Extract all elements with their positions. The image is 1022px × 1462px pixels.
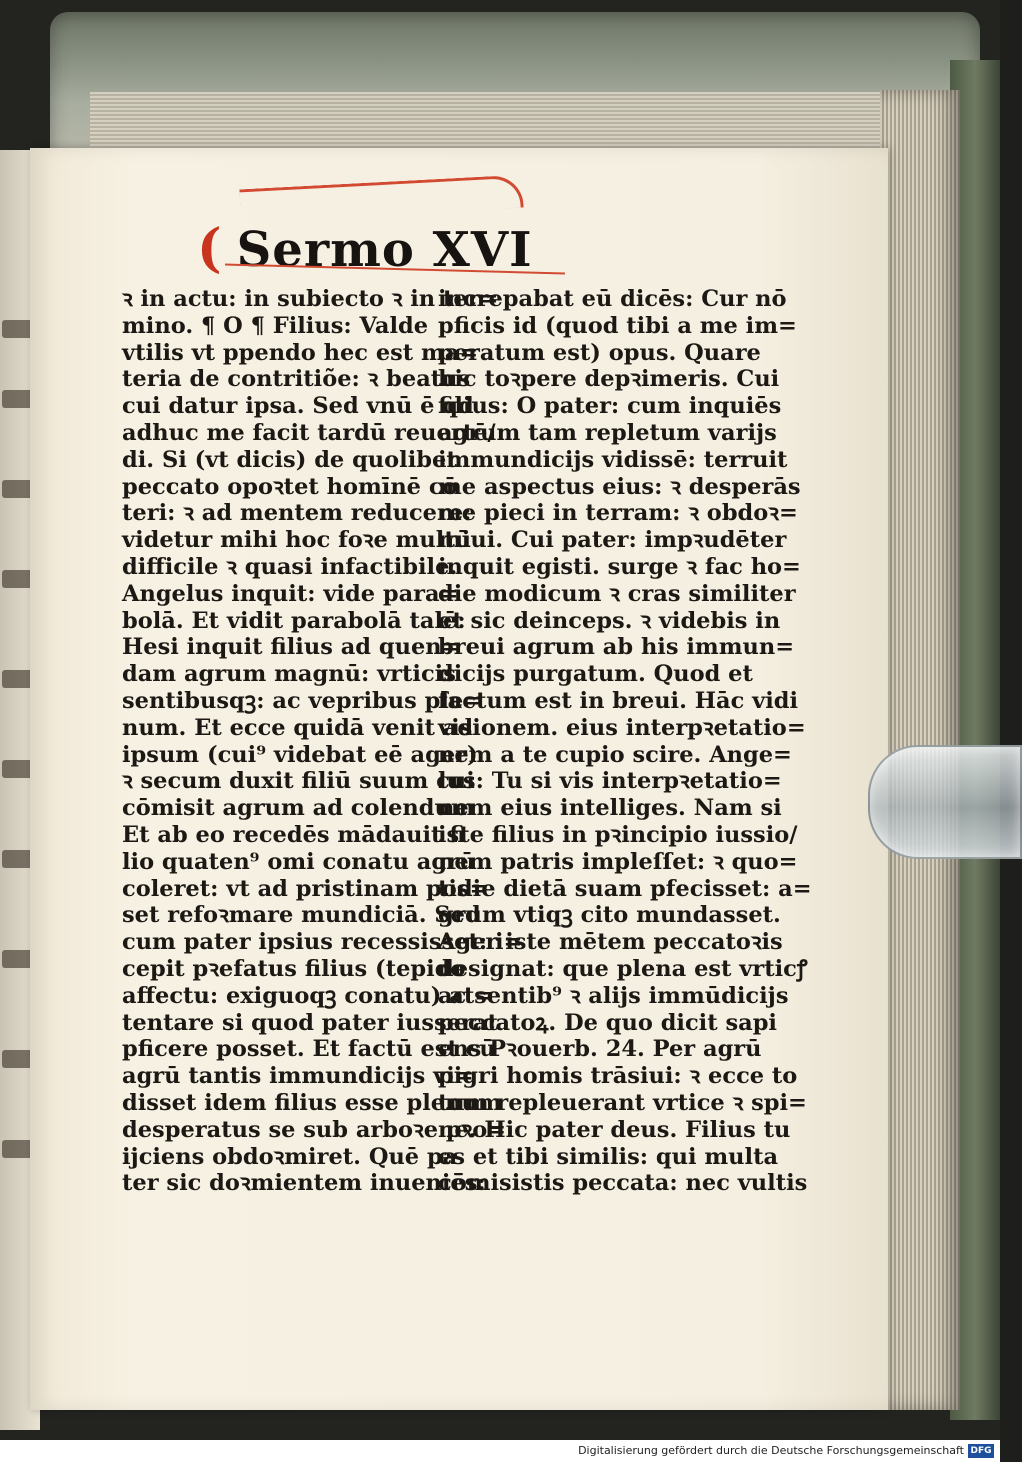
text-line: cōmisit agrum ad colendum xyxy=(122,795,475,822)
text-line: ens Pꝛouerb. 24. Per agrū xyxy=(438,1036,762,1063)
text-line: peratum est) opus. Quare xyxy=(438,339,761,366)
text-line: ter sic doꝛmientem inueniēs: xyxy=(122,1170,486,1197)
text-line: agrum tam repletum varijs xyxy=(438,419,777,446)
text-line: es et tibi similis: qui multa xyxy=(438,1143,779,1170)
text-line: ne. Hic pater deus. Filius tu xyxy=(438,1116,791,1143)
pilcrow-mark: ( xyxy=(197,218,223,279)
text-line: cōmisistis peccata: nec vultis xyxy=(438,1170,808,1197)
text-line: dicijs purgatum. Quod et xyxy=(438,661,753,688)
text-line: lus: Tu si vis interpꝛetatio= xyxy=(438,768,782,795)
text-line: tidie dietā suam pfecisset: a= xyxy=(438,875,812,902)
text-line: miui. Cui pater: impꝛudēter xyxy=(438,527,787,554)
text-line: nem patris impleſſet: ꝛ quo= xyxy=(438,848,798,875)
text-line: me pieci in terram: ꝛ obdoꝛ= xyxy=(438,500,798,527)
text-line: agrū tantis immundicijs vi= xyxy=(122,1063,474,1090)
book-top-edge xyxy=(50,12,980,162)
text-line: teria de contritiõe: ꝛ beatus xyxy=(122,366,471,393)
dfg-logo-icon: DFG xyxy=(968,1444,994,1458)
footer-credit: Digitalisierung gefördert durch die Deutsche Forschungsgemeinschaft xyxy=(578,1444,964,1457)
text-line: breui agrum ab his immun= xyxy=(438,634,795,661)
text-line: set refoꝛmare mundiciā. Sed xyxy=(122,902,481,929)
text-line: disset idem filius esse plenum xyxy=(122,1089,502,1116)
text-line: num. Et ecce quidā venit ad xyxy=(122,714,474,741)
text-line: tentare si quod pater iusserat xyxy=(122,1009,498,1036)
text-line: filius: O pater: cum inquiēs xyxy=(438,393,782,420)
text-line: grum vtiqꝫ cito mundasset. xyxy=(438,902,781,929)
text-line: visionem. eius interpꝛetatio= xyxy=(438,714,806,741)
text-line: pficis id (quod tibi a me im= xyxy=(438,312,797,339)
text-line: immundicijs vidissē: terruit xyxy=(438,446,788,473)
text-line: pficere posset. Et factū est cū xyxy=(122,1036,496,1063)
text-line: et sic deinceps. ꝛ videbis in xyxy=(438,607,781,634)
text-line: increpabat eū dicēs: Cur nō xyxy=(438,286,787,312)
text-line: Angelus inquit: vide para= xyxy=(122,580,459,607)
text-line: factum est in breui. Hāc vidi xyxy=(438,687,799,714)
text-line: Ager iste mētem peccatoꝛis xyxy=(438,929,783,956)
text-line: teri: ꝛ ad mentem reducere: xyxy=(122,500,472,527)
text-line: me aspectus eius: ꝛ desperās xyxy=(438,473,801,500)
text-line: mino. ¶ O ¶ Filius: Valde xyxy=(122,312,429,339)
text-line: designat: que plena est vrticꝭ xyxy=(438,955,808,982)
text-line: cui datur ipsa. Sed vnū ē qd xyxy=(122,393,474,420)
text-line: inquit egisti. surge ꝛ fac ho= xyxy=(438,553,801,580)
text-line: ac sentib⁹ ꝛ alijs immūdicijs xyxy=(438,982,789,1009)
text-line: Et ab eo recedēs mādauit fi xyxy=(122,821,466,848)
text-line: coleret: vt ad pristinam pos= xyxy=(122,875,489,902)
text-line: ipsum (cui⁹ videbat eē ager) xyxy=(122,741,478,768)
text-line: adhuc me facit tardū reuertē/ xyxy=(122,419,496,446)
text-line: desperatus se sub arboꝛe pꝛo= xyxy=(122,1116,507,1143)
text-line: peccato opoꝛtet homīnē cō xyxy=(122,473,458,500)
heading-text: Sermo XVI xyxy=(236,222,533,278)
text-line: ꝛ in actu: in subiecto ꝛ in ter= xyxy=(122,286,499,312)
text-column-right xyxy=(438,286,812,1197)
text-line: nem eius intelliges. Nam si xyxy=(438,795,782,822)
text-line: bolā. Et vidit parabolā talē: xyxy=(122,607,466,634)
text-line: pigri homis trāsiui: ꝛ ecce to xyxy=(438,1063,798,1090)
text-line: die modicum ꝛ cras similiter xyxy=(438,580,796,607)
text-line: cepit pꝛefatus filius (tepido xyxy=(122,955,466,982)
text-line: iste filius in pꝛincipio iussio/ xyxy=(438,821,798,848)
text-line: tum repleuerant vrtice ꝛ spi= xyxy=(438,1089,807,1116)
footer-bar xyxy=(0,1440,1000,1462)
text-line: affectu: exiguoqꝫ conatu) at= xyxy=(122,982,494,1009)
page-clamp xyxy=(868,745,1022,859)
text-line: videtur mihi hoc foꝛe multū xyxy=(122,527,472,554)
text-line: lio quaten⁹ omi conatu agrū xyxy=(122,848,476,875)
text-line: sentibusqꝫ: ac vepribus ple= xyxy=(122,687,483,714)
text-line: cum pater ipsius recessisset: i= xyxy=(122,929,523,956)
text-line: vtilis vt ppendo hec est ma= xyxy=(122,339,479,366)
text-line: ijciens obdoꝛmiret. Quē pa xyxy=(122,1143,458,1170)
text-line: hic toꝛpere depꝛimeris. Cui xyxy=(438,366,780,393)
text-line: difficile ꝛ quasi infactibile. xyxy=(122,553,458,580)
text-column-left xyxy=(122,286,523,1197)
text-line: Hesi inquit filius ad quen= xyxy=(122,634,461,661)
text-line: nem a te cupio scire. Ange= xyxy=(438,741,792,768)
text-line: di. Si (vt dicis) de quolibet xyxy=(122,446,457,473)
text-line: dam agrum magnū: vrticis xyxy=(122,661,456,688)
text-line: ꝛ secum duxit filiū suum cui xyxy=(122,768,475,795)
text-line: peccatoꝝ. De quo dicit sapi xyxy=(438,1009,777,1036)
